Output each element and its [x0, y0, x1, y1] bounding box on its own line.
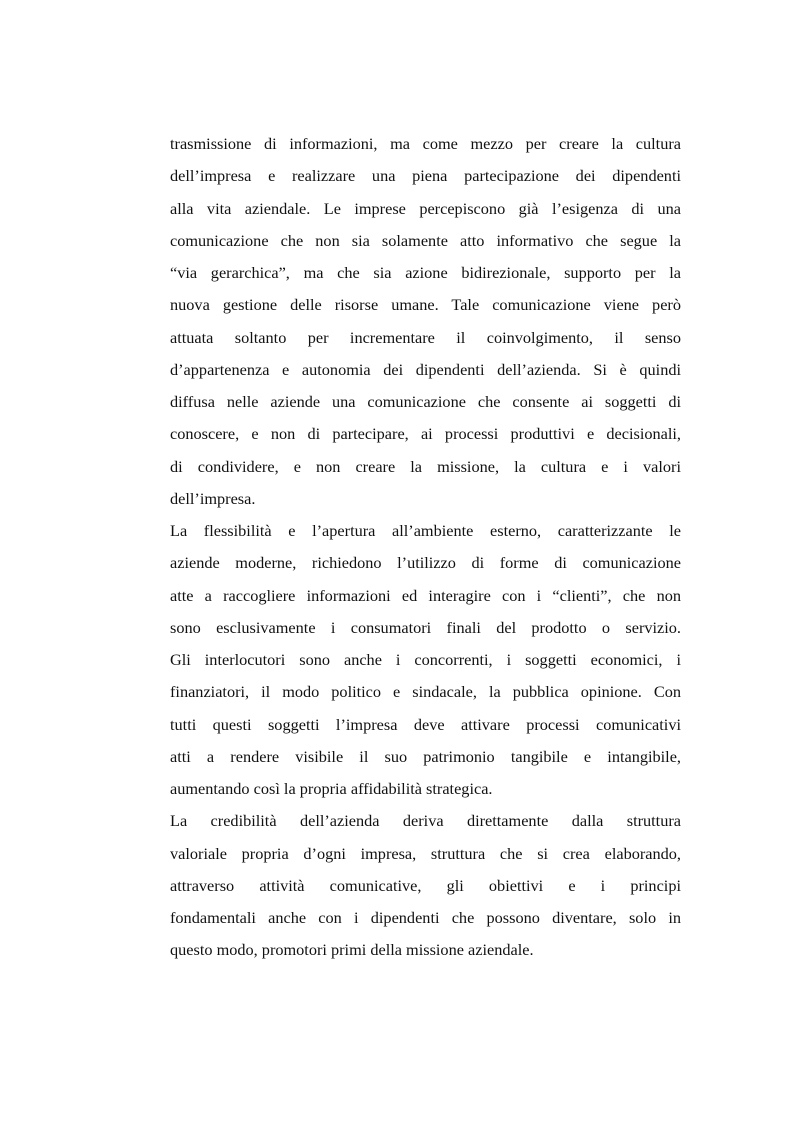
text-line: finanziatori, il modo politico e sindacale, la pubblica opinione. Con — [170, 682, 681, 702]
text-line: trasmissione di informazioni, ma come mezzo per creare la cultura — [170, 134, 681, 153]
text-line: tutti questi soggetti l’impresa deve attivare processi comunicativi — [170, 714, 681, 734]
text-line: nuova gestione delle risorse umane. Tale comunicazione viene però — [170, 295, 681, 315]
text-line: La credibilità dell’azienda deriva direttamente dalla struttura — [170, 811, 681, 831]
text-line: comunicazione che non sia solamente atto informativo che segue la — [170, 230, 681, 250]
text-line: La flessibilità e l’apertura all’ambiente esterno, caratterizzante le — [170, 521, 681, 540]
text-line: dell’impresa. — [170, 488, 256, 508]
paragraph-1 — [170, 130, 681, 517]
text-line: diffusa nelle aziende una comunicazione che consente ai soggetti di — [170, 392, 681, 411]
text-line: atti a rendere visibile il suo patrimonio tangibile e intangibile, — [170, 746, 681, 766]
text-line: d’appartenenza e autonomia dei dipendenti dell’azienda. Si è quindi — [170, 359, 681, 379]
text-line: dell’impresa e realizzare una piena partecipazione dei dipendenti — [170, 166, 681, 186]
text-line: alla vita aziendale. Le imprese percepiscono già l’esigenza di una — [170, 198, 681, 218]
text-line: sono esclusivamente i consumatori finali del prodotto o servizio. — [170, 617, 681, 637]
text-line: aumentando così la propria affidabilità strategica. — [170, 779, 493, 798]
text-line: questo modo, promotori primi della missione aziendale. — [170, 940, 534, 960]
paragraph-3 — [170, 807, 681, 968]
text-line: “via gerarchica”, ma che sia azione bidirezionale, supporto per la — [170, 263, 681, 282]
text-line: fondamentali anche con i dipendenti che possono diventare, solo in — [170, 908, 681, 927]
body-text — [170, 130, 681, 969]
text-line: valoriale propria d’ogni impresa, struttura che si crea elaborando, — [170, 843, 681, 863]
text-line: di condividere, e non creare la missione, la cultura e i valori — [170, 456, 681, 476]
text-line: atte a raccogliere informazioni ed interagire con i “clienti”, che non — [170, 585, 681, 605]
text-line: conoscere, e non di partecipare, ai processi produttivi e decisionali, — [170, 424, 681, 444]
text-line: Gli interlocutori sono anche i concorrenti, i soggetti economici, i — [170, 650, 681, 669]
text-line: attuata soltanto per incrementare il coinvolgimento, il senso — [170, 327, 681, 347]
text-line: aziende moderne, richiedono l’utilizzo di forme di comunicazione — [170, 553, 681, 573]
text-line: attraverso attività comunicative, gli obiettivi e i principi — [170, 875, 681, 895]
paragraph-2 — [170, 517, 681, 807]
